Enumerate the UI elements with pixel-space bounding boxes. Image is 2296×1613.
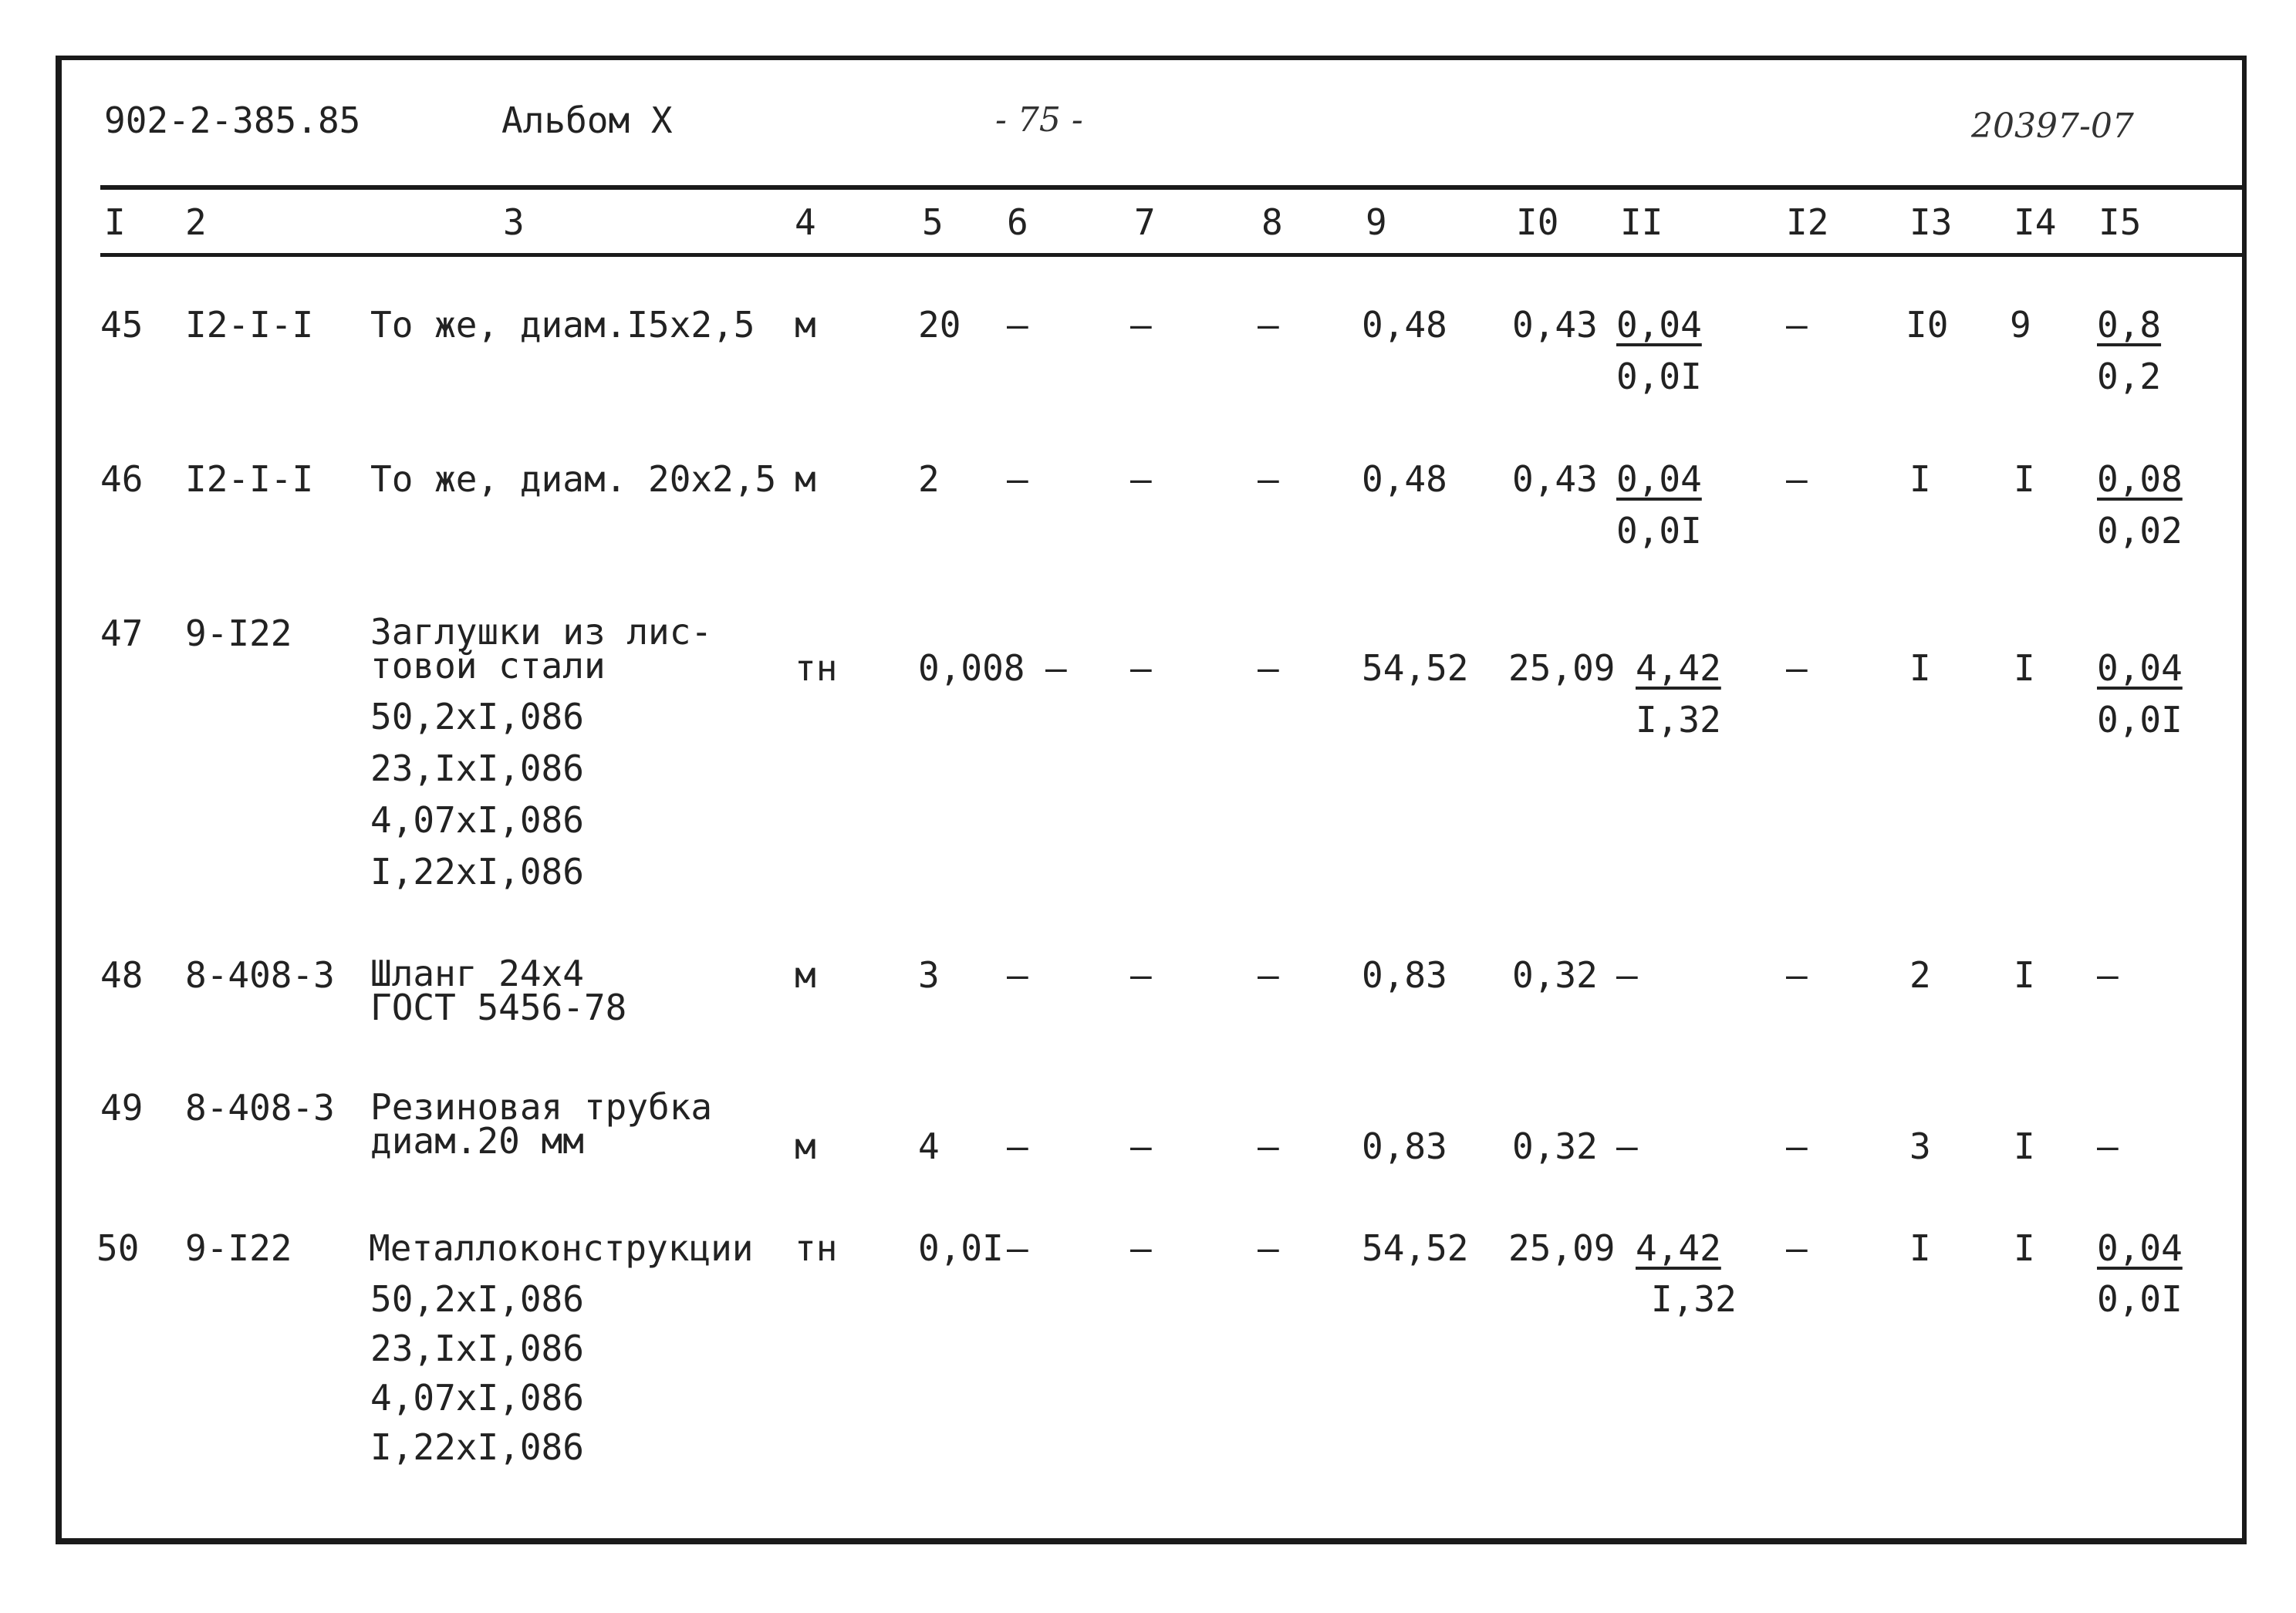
col-header-14: I4 [2014,201,2057,243]
row-col8: – [1258,954,1279,996]
col-header-5: 5 [922,201,944,243]
row-col12: – [1786,304,1808,346]
row-col15-bottom: 0,02 [2097,510,2183,552]
row-code: 9-I22 [185,1227,292,1269]
row-unit: тн [795,1227,838,1269]
row-name-line: диам.20 мм [370,1120,584,1162]
row-col15-top: – [2097,1125,2119,1167]
row-qty: 2 [918,458,940,500]
row-col7: – [1130,1125,1152,1167]
row-name-line: I,22xI,086 [370,851,584,893]
row-code: I2-I-I [185,458,314,500]
row-name-line: 23,IxI,086 [370,747,584,789]
header-rule-bottom [100,253,2247,257]
row-col6: – [1007,1125,1028,1167]
row-unit: м [795,304,816,346]
row-name-line: 4,07xI,086 [370,799,584,841]
row-col11-top: 4,42 [1636,1227,1721,1269]
row-number: 48 [100,954,144,996]
row-col10: 0,43 [1512,458,1598,500]
row-col11-bottom: I,32 [1651,1278,1737,1320]
row-col15-top: 0,04 [2097,647,2183,689]
row-col7: – [1130,458,1152,500]
row-col15-bottom: 0,0I [2097,1278,2183,1320]
row-name-line: Резиновая трубка [370,1086,713,1128]
row-col9: 0,48 [1362,458,1447,500]
registration-number: 20397-07 [1971,106,2134,146]
row-col12: – [1786,1125,1808,1167]
row-name-line: 50,2xI,086 [370,1278,584,1320]
row-qty: 0,008 [918,647,1025,689]
row-qty: 0,0I [918,1227,1004,1269]
row-col11-top: 4,42 [1636,647,1721,689]
col-header-6: 6 [1007,201,1028,243]
row-col15-bottom: 0,2 [2097,356,2162,397]
col-header-11: II [1620,201,1663,243]
col-header-15: I5 [2098,201,2142,243]
row-name-line: Заглушки из лис- [370,611,713,653]
col-header-12: I2 [1786,201,1829,243]
row-col9: 0,83 [1362,954,1447,996]
row-code: 9-I22 [185,612,292,654]
row-col12: – [1786,954,1808,996]
row-name-line: ГОСТ 5456-78 [370,987,627,1028]
col-header-10: I0 [1516,201,1559,243]
row-name-line: То же, диам. 20x2,5 [370,458,777,500]
row-code: 8-408-3 [185,954,335,996]
row-col9: 54,52 [1362,647,1469,689]
row-col13: 3 [1909,1125,1931,1167]
row-col8: – [1258,647,1279,689]
row-col10: 25,09 [1508,647,1616,689]
col-header-2: 2 [185,201,207,243]
row-col11-bottom: 0,0I [1616,356,1702,397]
row-col8: – [1258,1227,1279,1269]
row-col15-top: 0,04 [2097,1227,2183,1269]
row-qty: 3 [918,954,940,996]
row-qty: 20 [918,304,961,346]
row-col13: I [1909,647,1931,689]
row-col8: – [1258,458,1279,500]
row-unit: м [795,954,816,996]
row-unit: тн [795,647,838,689]
row-col13: I [1909,458,1931,500]
row-name-line: I,22xI,086 [370,1426,584,1468]
row-col9: 0,48 [1362,304,1447,346]
row-name-line: 23,IxI,086 [370,1328,584,1369]
row-col11-top: 0,04 [1616,458,1702,500]
row-number: 46 [100,458,144,500]
row-number: 50 [96,1227,140,1269]
row-col10: 0,32 [1512,954,1598,996]
row-name-line: То же, диам.I5x2,5 [370,304,755,346]
row-code: I2-I-I [185,304,314,346]
col-header-1: I [104,201,126,243]
col-header-3: 3 [503,201,525,243]
row-name-line: 4,07xI,086 [370,1377,584,1419]
row-unit: м [795,1125,816,1167]
row-col6: – [1007,1227,1028,1269]
row-col12: – [1786,458,1808,500]
album-label: Альбом X [501,100,673,141]
row-name-line: Металлоконструкции [369,1227,754,1269]
row-col11-top: 0,04 [1616,304,1702,346]
row-col15-top: 0,08 [2097,458,2183,500]
row-col7: – [1130,954,1152,996]
row-col7: – [1130,304,1152,346]
row-col14: I [2014,954,2035,996]
row-col6: – [1007,954,1028,996]
row-col14: I [2014,458,2035,500]
header-rule-top [100,185,2247,190]
row-col10: 0,43 [1512,304,1598,346]
row-number: 49 [100,1087,144,1129]
row-col6: – [1007,458,1028,500]
row-code: 8-408-3 [185,1087,335,1129]
row-col11-top: – [1616,954,1638,996]
row-name-line: 50,2xI,086 [370,696,584,737]
row-col9: 54,52 [1362,1227,1469,1269]
col-header-4: 4 [795,201,816,243]
row-col12: – [1786,647,1808,689]
col-header-8: 8 [1261,201,1283,243]
row-col10: 25,09 [1508,1227,1616,1269]
row-col6: – [1007,304,1028,346]
row-col14: I [2014,1227,2035,1269]
row-col13: 2 [1909,954,1931,996]
row-col11-top: – [1616,1125,1638,1167]
row-col14: I [2014,647,2035,689]
row-unit: м [795,458,816,500]
document-code: 902-2-385.85 [104,100,361,141]
row-col6: – [1045,647,1067,689]
row-col12: – [1786,1227,1808,1269]
col-header-9: 9 [1366,201,1387,243]
row-number: 45 [100,304,144,346]
row-col14: I [2014,1125,2035,1167]
col-header-13: I3 [1909,201,1953,243]
row-col14: 9 [2010,304,2031,346]
row-col13: I0 [1906,304,1949,346]
row-name-line: Шланг 24x4 [370,953,584,994]
row-col13: I [1909,1227,1931,1269]
row-col7: – [1130,647,1152,689]
row-col15-top: 0,8 [2097,304,2162,346]
row-col11-bottom: I,32 [1636,699,1721,741]
col-header-7: 7 [1134,201,1156,243]
row-col8: – [1258,1125,1279,1167]
row-col15-top: – [2097,954,2119,996]
row-col9: 0,83 [1362,1125,1447,1167]
row-col10: 0,32 [1512,1125,1598,1167]
row-number: 47 [100,612,144,654]
row-col7: – [1130,1227,1152,1269]
row-col15-bottom: 0,0I [2097,699,2183,741]
page-number: - 75 - [995,100,1083,140]
row-col8: – [1258,304,1279,346]
row-col11-bottom: 0,0I [1616,510,1702,552]
row-name-line: товой стали [370,645,606,687]
row-qty: 4 [918,1125,940,1167]
